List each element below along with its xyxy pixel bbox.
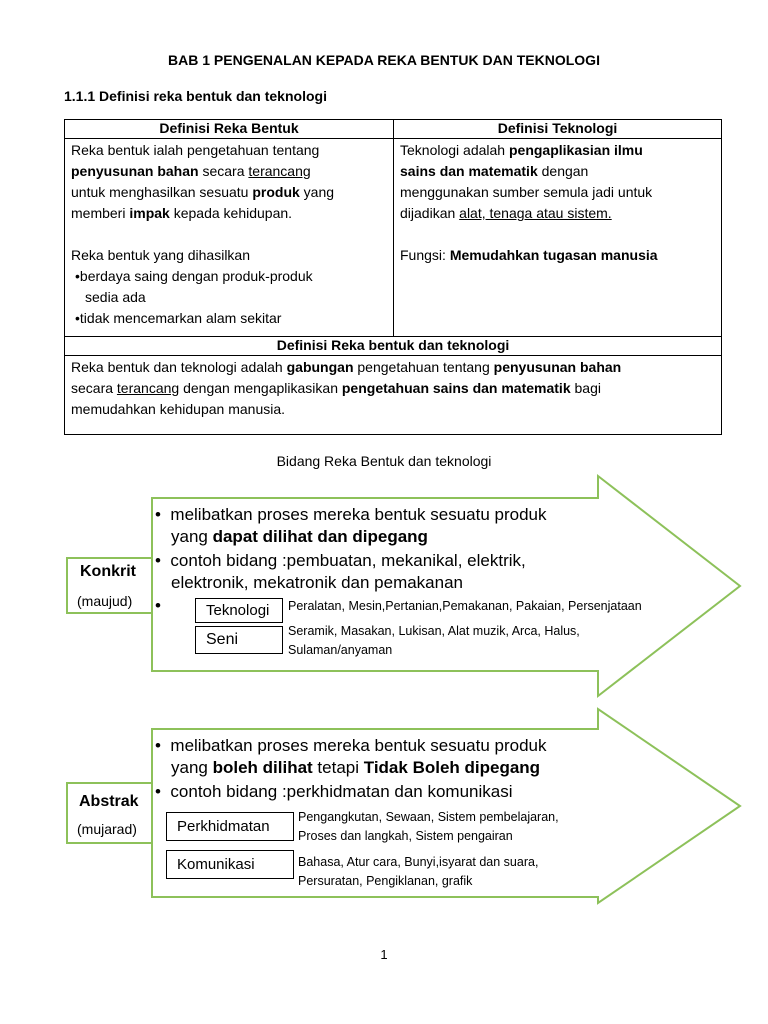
tk-line-2: sains dan matematik dengan (400, 163, 589, 179)
header-definisi-rbt: Definisi Reka bentuk dan teknologi (65, 337, 722, 356)
rb-bullet-2: •tidak mencemarkan alam sekitar (75, 310, 282, 326)
seni-box: Seni (195, 626, 283, 654)
rb-bullet-1: •berdaya saing dengan produk-produk (75, 268, 313, 284)
rb-line-3: untuk menghasilkan sesuatu produk yang (71, 184, 335, 200)
tk-line-4: dijadikan alat, tenaga atau sistem. (400, 205, 612, 221)
rb-line-1: Reka bentuk ialah pengetahuan tentang (71, 142, 320, 158)
perkhidmatan-box: Perkhidmatan (166, 812, 294, 841)
abstrak-label: Abstrak (79, 793, 139, 810)
rb-line-5: Reka bentuk yang dihasilkan (71, 247, 251, 263)
rbt-line-2: secara terancang dengan mengaplikasikan pengetahuan sains dan matematik bagi (71, 380, 601, 396)
komunikasi-examples-line-1: Bahasa, Atur cara, Bunyi,isyarat dan suara, (298, 855, 539, 869)
teknologi-examples: Peralatan, Mesin,Pertanian,Pemakanan, Pakaian, Persenjataan (288, 599, 642, 613)
konkrit-bullet-1: • melibatkan proses mereka bentuk sesuatu produk (155, 505, 547, 524)
seni-examples-line-2: Sulaman/anyaman (288, 643, 393, 657)
header-definisi-teknologi: Definisi Teknologi (394, 120, 722, 139)
abstrak-sub: (mujarad) (77, 821, 137, 837)
konkrit-sub: (maujud) (77, 593, 133, 609)
document-title: BAB 1 PENGENALAN KEPADA REKA BENTUK DAN TEKNOLOGI (168, 52, 600, 68)
rb-line-4: memberi impak kepada kehidupan. (71, 205, 293, 221)
konkrit-bullet-2: • contoh bidang :pembuatan, mekanikal, elektrik, (155, 551, 526, 570)
konkrit-label: Konkrit (80, 563, 136, 580)
tk-line-3: menggunakan sumber semula jadi untuk (400, 184, 653, 200)
header-definisi-reka-bentuk: Definisi Reka Bentuk (65, 120, 394, 139)
rbt-line-3: memudahkan kehidupan manusia. (71, 401, 286, 417)
seni-examples (288, 622, 580, 660)
perkhidmatan-examples-line-2: Proses dan langkah, Sistem pengairan (298, 829, 513, 843)
page-number: 1 (380, 947, 388, 962)
perkhidmatan-examples-line-1: Pengangkutan, Sewaan, Sistem pembelajaran, (298, 810, 559, 824)
section-heading: 1.1.1 Definisi reka bentuk dan teknologi (64, 88, 327, 104)
konkrit-bullet-3: • (155, 596, 161, 615)
konkrit-bullet-1-cont: yang dapat dilihat dan dipegang (171, 527, 428, 546)
abstrak-bullet-1-cont: yang boleh dilihat tetapi Tidak Boleh dipegang (171, 758, 541, 777)
abstrak-bullet-2: • contoh bidang :perkhidmatan dan komunikasi (155, 782, 513, 801)
komunikasi-examples-line-2: Persuratan, Pengiklanan, grafik (298, 874, 473, 888)
perkhidmatan-examples (298, 808, 559, 846)
komunikasi-box: Komunikasi (166, 850, 294, 879)
abstrak-bullets (155, 735, 595, 803)
seni-examples-line-1: Seramik, Masakan, Lukisan, Alat muzik, Arca, Halus, (288, 624, 580, 638)
tk-fungsi: Fungsi: Memudahkan tugasan manusia (400, 247, 658, 263)
rbt-line-1: Reka bentuk dan teknologi adalah gabungan pengetahuan tentang penyusunan bahan (71, 359, 622, 375)
tk-line-1: Teknologi adalah pengaplikasian ilmu (400, 142, 643, 158)
komunikasi-examples (298, 853, 538, 891)
diagram-caption: Bidang Reka Bentuk dan teknologi (276, 453, 492, 469)
teknologi-box: Teknologi (195, 598, 283, 623)
abstrak-bullet-1: • melibatkan proses mereka bentuk sesuatu produk (155, 736, 547, 755)
konkrit-bullet-2-cont: elektronik, mekatronik dan pemakanan (171, 573, 463, 592)
rb-line-2: penyusunan bahan secara terancang (71, 163, 311, 179)
rb-bullet-1-cont: sedia ada (85, 289, 146, 305)
